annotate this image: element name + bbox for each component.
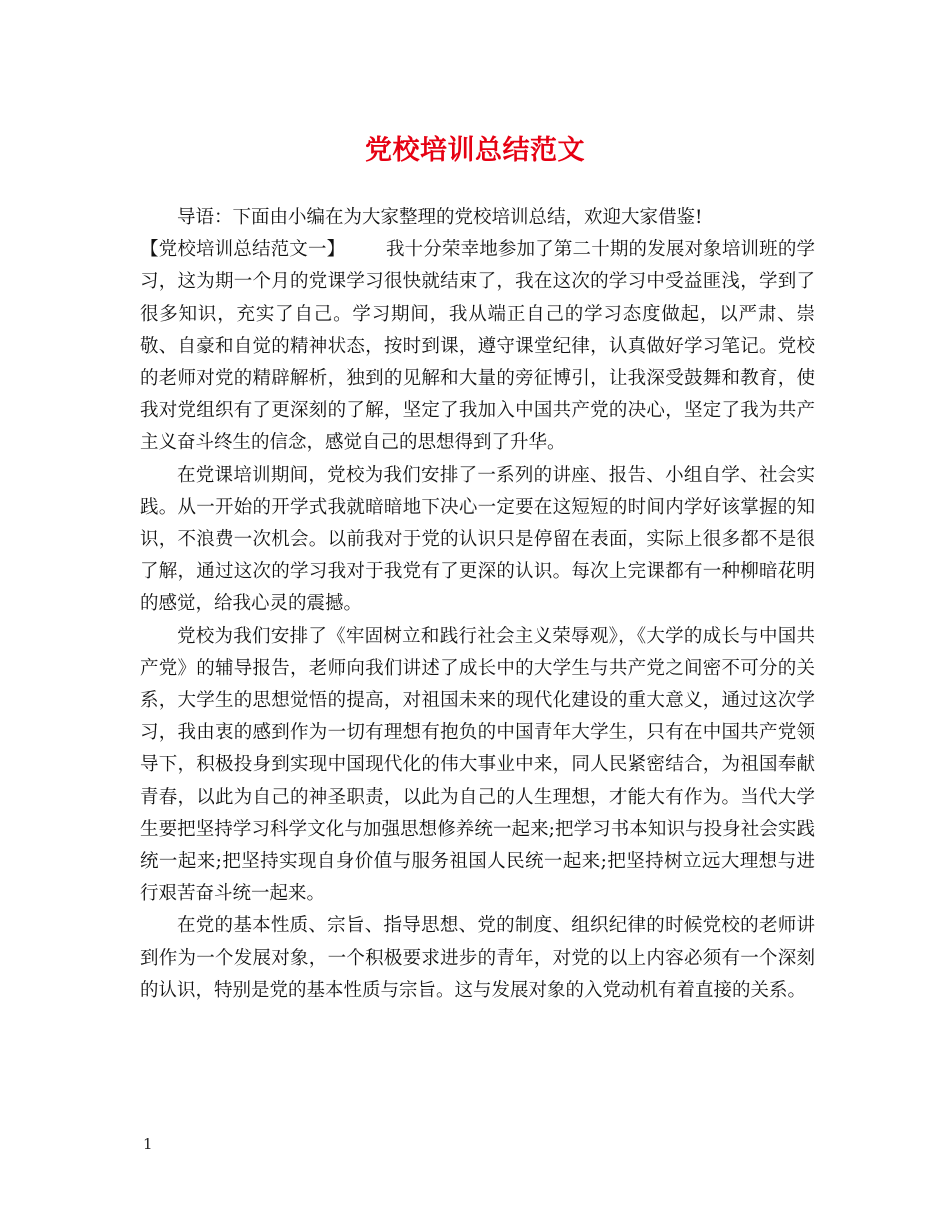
first-section-paragraph bbox=[140, 234, 815, 459]
paragraph-4: 在党的基本性质、宗旨、指导思想、党的制度、组织纪律的时候党校的老师讲到作为一个发展对象，一个积极要求进步的青年，对党的以上内容必须有一个深刻的认识，特别是党的基本性质与宗旨。这与发展对象的入党动机有着直接的关系。 bbox=[140, 915, 815, 1001]
section-tag: 【党校培训总结范文一】 bbox=[140, 239, 346, 261]
page-number: 1 bbox=[143, 1135, 153, 1153]
paragraph-3: 党校为我们安排了《牢固树立和践行社会主义荣辱观》，《大学的成长与中国共产党》的辅导报告，老师向我们讲述了成长中的大学生与共产党之间密不可分的关系，大学生的思想觉悟的提高，对祖国未来的现代化建设的重大意义，通过这次学习，我由衷的感到作为一切有理想有抱负的中国青年大学生，只有在中国共产党领导下，积极投身到实现中国现代化的伟大事业中来，同人民紧密结合，为祖国奉献青春，以此为自己的神圣职责，以此为自己的人生理想，才能大有作为。当代大学生要把坚持学习科学文化与加强思想修养统一起来;把学习书本知识与投身社会实践统一起来;把坚持实现自身价值与服务祖国人民统一起来;把坚持树立远大理想与进行艰苦奋斗统一起来。 bbox=[140, 625, 815, 905]
paragraph-2: 在党课培训期间，党校为我们安排了一系列的讲座、报告、小组自学、社会实践。从一开始的开学式我就暗暗地下决心一定要在这短短的时间内学好该掌握的知识，不浪费一次机会。以前我对于党的认识只是停留在表面，实际上很多都不是很了解，通过这次的学习我对于我党有了更深的认识。每次上完课都有一种柳暗花明的感觉，给我心灵的震撼。 bbox=[140, 464, 815, 615]
document-body bbox=[140, 202, 815, 1007]
document-title: 党校培训总结范文 bbox=[365, 135, 585, 166]
intro-paragraph: 导语：下面由小编在为大家整理的党校培训总结，欢迎大家借鉴! bbox=[177, 207, 703, 228]
paragraph-1-text: 我十分荣幸地参加了第二十期的发展对象培训班的学习，这为期一个月的党课学习很快就结束了，我在这次的学习中受益匪浅，学到了很多知识，充实了自己。学习期间，我从端正自己的学习态度做起，以严肃、崇敬、自豪和自觉的精神状态，按时到课，遵守课堂纪律，认真做好学习笔记。党校的老师对党的精辟解析，独到的见解和大量的旁征博引，让我深受鼓舞和教育，使我对党组织有了更深刻的了解，坚定了我加入中国共产党的决心，坚定了我为共产主义奋斗终生的信念，感觉自己的思想得到了升华。 bbox=[140, 239, 815, 454]
